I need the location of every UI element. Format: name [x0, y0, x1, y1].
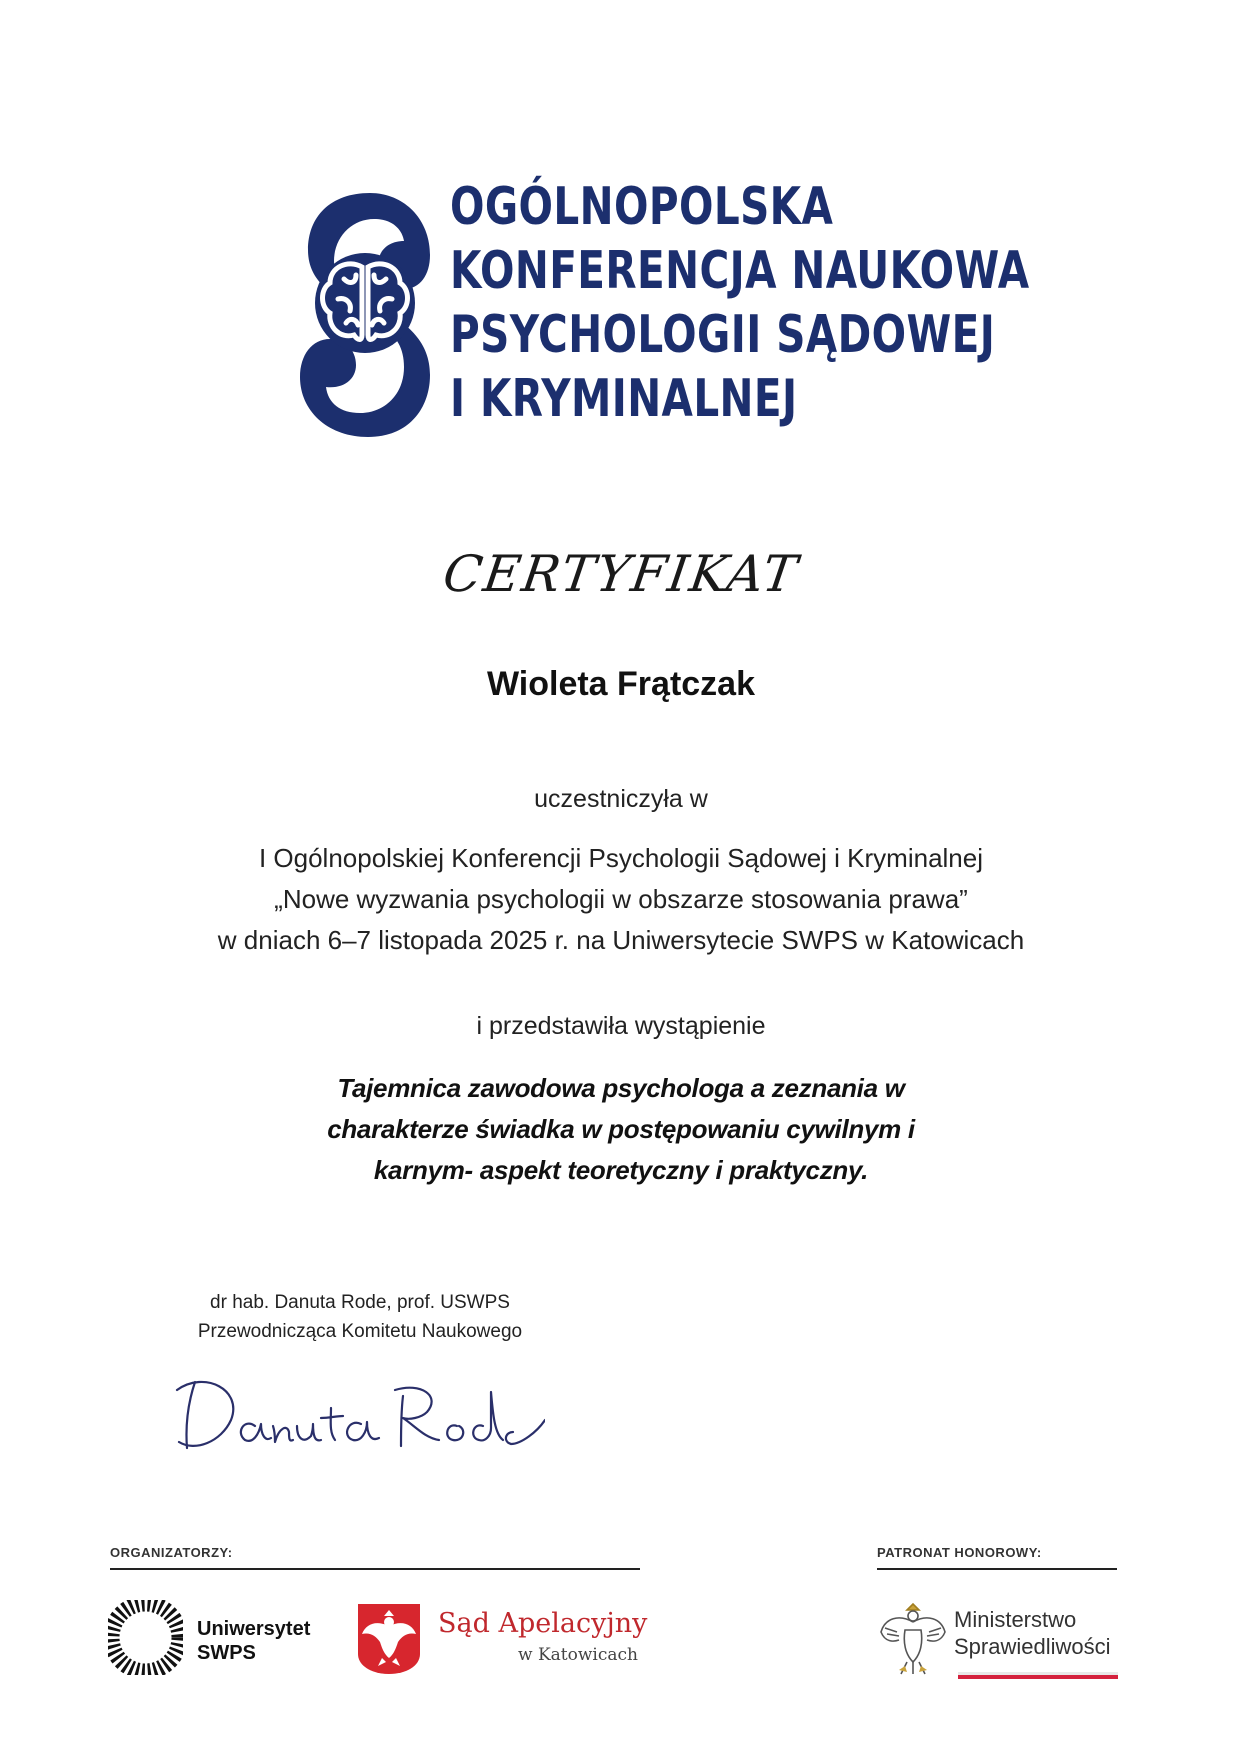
- swps-name-line: SWPS: [197, 1642, 256, 1664]
- certificate-title: CERTYFIKAT: [439, 545, 803, 603]
- signatory-role: Przewodnicząca Komitetu Naukowego: [197, 1321, 523, 1342]
- conference-line: w dniach 6–7 listopada 2025 r. na Uniwersytecie SWPS w Katowicach: [217, 925, 1025, 955]
- court-name: Sąd Apelacyjny: [438, 1608, 648, 1639]
- patron-label: PATRONAT HONOROWY:: [877, 1545, 1042, 1560]
- conference-logo-title: [450, 175, 1193, 431]
- conference-description: [0, 838, 1242, 961]
- signatory-block: [160, 1288, 560, 1346]
- swps-name-line: Uniwersytet: [197, 1618, 311, 1640]
- patron-divider: [877, 1568, 1117, 1570]
- conference-logo: [300, 175, 1040, 445]
- presentation-text: i przedstawiła wystąpienie: [476, 1012, 766, 1040]
- talk-title: [0, 1068, 1242, 1191]
- signatory-name: dr hab. Danuta Rode, prof. USWPS: [210, 1292, 510, 1313]
- recipient-name: Wioleta Frątczak: [487, 665, 755, 703]
- talk-title-line: karnym- aspekt teoretyczny i praktyczny.: [373, 1155, 869, 1185]
- logo-line: OGÓLNOPOLSKA: [450, 177, 834, 237]
- logo-line: KONFERENCJA NAUKOWA: [450, 241, 1030, 301]
- polish-eagle-emblem-icon: [356, 1602, 422, 1676]
- organizers-label: ORGANIZATORZY:: [110, 1545, 233, 1560]
- conference-line: „Nowe wyzwania psychologii w obszarze stosowania prawa”: [274, 884, 968, 914]
- ministry-name-line: Sprawiedliwości: [954, 1634, 1111, 1659]
- ministry-eagle-icon: [877, 1600, 949, 1678]
- section-brain-icon: [300, 175, 430, 440]
- participation-text: uczestniczyła w: [534, 785, 708, 813]
- ministry-flag-red: [958, 1675, 1118, 1679]
- handwritten-signature: [165, 1360, 545, 1460]
- court-city: w Katowicach: [518, 1645, 638, 1665]
- organizers-divider: [110, 1568, 640, 1570]
- swps-name: [197, 1617, 310, 1665]
- talk-title-line: Tajemnica zawodowa psychologa a zeznania w: [337, 1073, 905, 1103]
- swps-logo-icon: [108, 1600, 183, 1675]
- logo-line: I KRYMINALNEJ: [450, 369, 798, 429]
- talk-title-line: charakterze świadka w postępowaniu cywilnym i: [327, 1114, 915, 1144]
- logo-line: PSYCHOLOGII SĄDOWEJ: [450, 305, 996, 365]
- conference-line: I Ogólnopolskiej Konferencji Psychologii Sądowej i Kryminalnej: [258, 843, 984, 873]
- ministry-name-line: Ministerstwo: [954, 1607, 1077, 1632]
